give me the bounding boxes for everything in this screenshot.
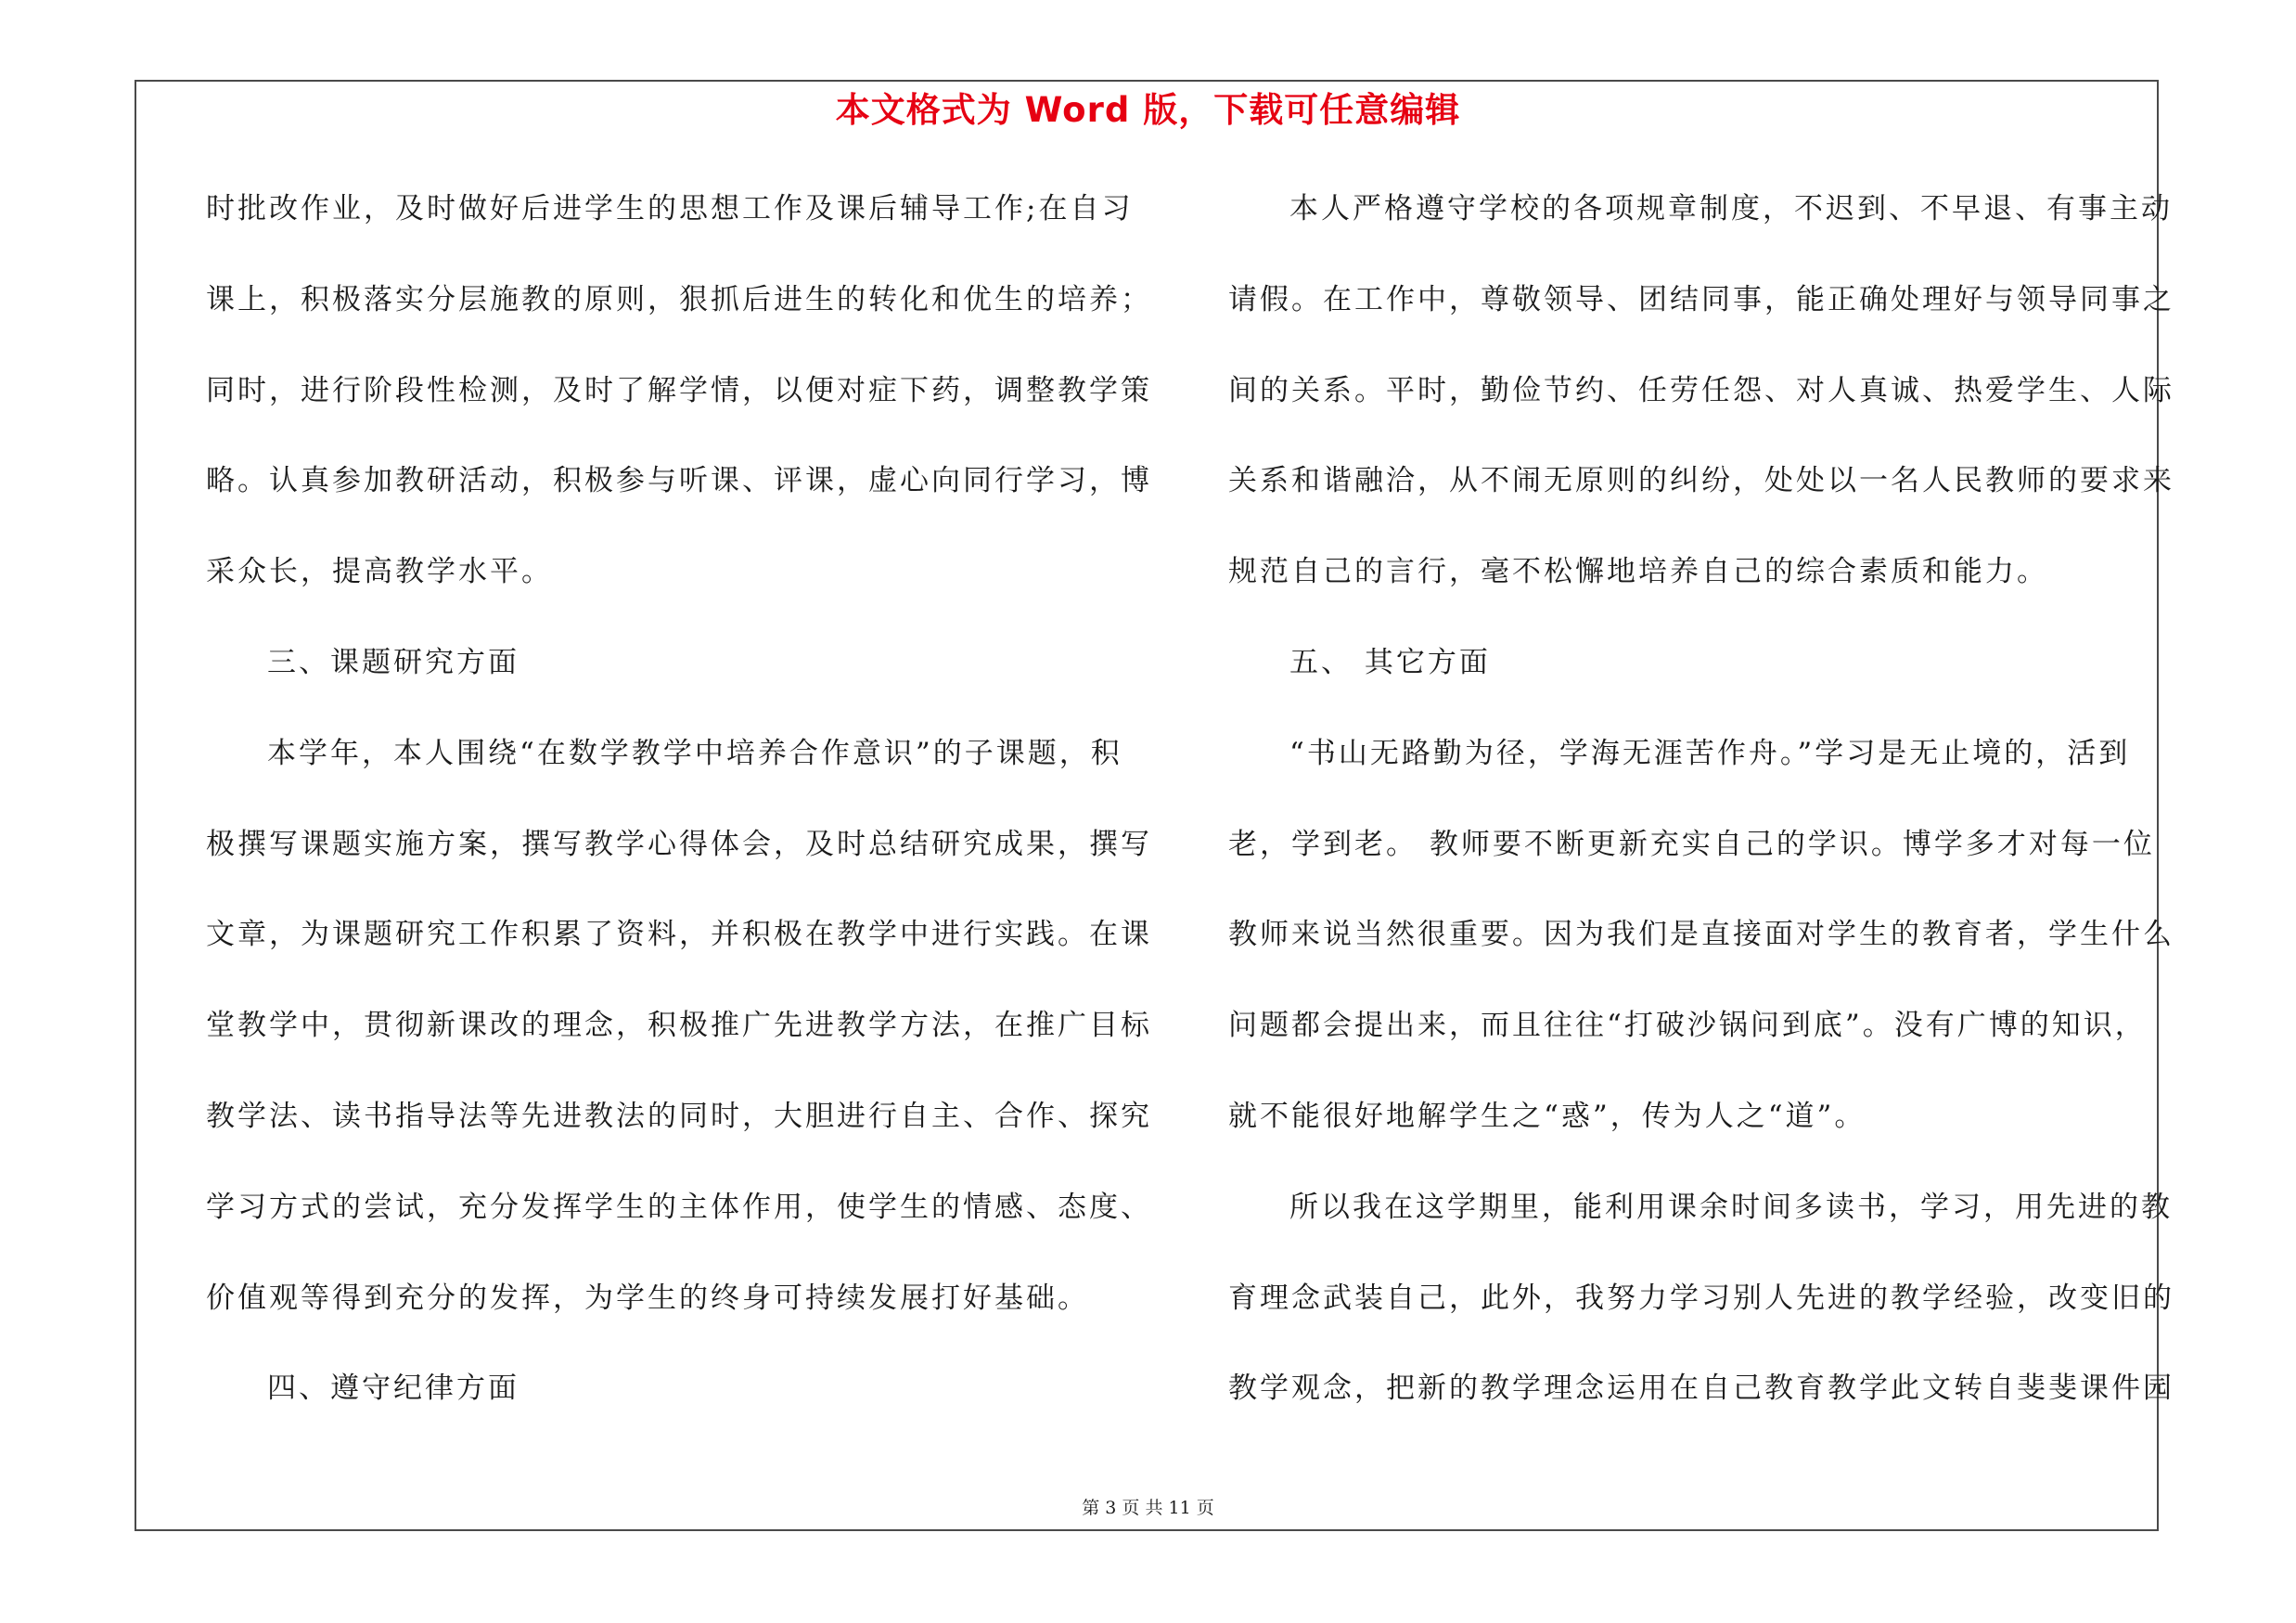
paragraph-line: 本学年，本人围绕“在数学教学中培养合作意识”的子课题，积 — [267, 736, 1122, 770]
format-banner: 本文格式为 Word 版，下载可任意编辑 — [835, 90, 1461, 130]
section-heading: 四、遵守纪律方面 — [267, 1372, 519, 1406]
paragraph-line: 堂教学中，贯彻新课改的理念，积极推广先进教学方法，在推广目标 — [206, 1009, 1152, 1043]
paragraph-line: 采众长，提高教学水平。 — [206, 555, 553, 589]
paragraph-line: 价值观等得到充分的发挥，为学生的终身可持续发展打好基础。 — [206, 1281, 1089, 1315]
paragraph-line: 育理念武装自己，此外，我努力学习别人先进的教学经验，改变旧的 — [1228, 1281, 2174, 1315]
left-column — [206, 186, 1152, 1456]
paragraph-line: 老，学到老。 教师要不断更新充实自己的学识。博学多才对每一位 — [1228, 827, 2155, 861]
paragraph-line: 请假。在工作中，尊敬领导、团结同事，能正确处理好与领导同事之 — [1228, 282, 2174, 316]
paragraph-line: 同时，进行阶段性检测，及时了解学情，以便对症下药，调整教学策 — [206, 373, 1152, 407]
paragraph-line: “书山无路勤为径，学海无涯苦作舟。”学习是无止境的，活到 — [1289, 736, 2131, 770]
paragraph-line: 教学观念，把新的教学理念运用在自己教育教学此文转自斐斐课件园 — [1228, 1372, 2174, 1406]
paragraph-line: 学习方式的尝试，充分发挥学生的主体作用，使学生的情感、态度、 — [206, 1190, 1152, 1224]
paragraph-line: 所以我在这学期里，能利用课余时间多读书，学习，用先进的教 — [1289, 1190, 2173, 1224]
paragraph-line: 教学法、读书指导法等先进教法的同时，大胆进行自主、合作、探究 — [206, 1099, 1152, 1133]
paragraph-line: 问题都会提出来，而且往往“打破沙锅问到底”。没有广博的知识， — [1228, 1009, 2147, 1043]
section-heading: 三、课题研究方面 — [267, 645, 519, 679]
paragraph-line: 规范自己的言行，毫不松懈地培养自己的综合素质和能力。 — [1228, 555, 2048, 589]
paragraph-line: 极撰写课题实施方案，撰写教学心得体会，及时总结研究成果，撰写 — [206, 827, 1152, 861]
paragraph-line: 文章，为课题研究工作积累了资料，并积极在教学中进行实践。在课 — [206, 918, 1152, 952]
paragraph-line: 略。认真参加教研活动，积极参与听课、评课，虚心向同行学习，博 — [206, 464, 1152, 498]
page-number: 第 3 页 共 11 页 — [1082, 1498, 1214, 1518]
paragraph-line: 本人严格遵守学校的各项规章制度，不迟到、不早退、有事主动 — [1289, 192, 2173, 225]
paragraph-line: 关系和谐融洽，从不闹无原则的纠纷，处处以一名人民教师的要求来 — [1228, 464, 2174, 498]
right-column — [1228, 186, 2174, 1456]
paragraph-line: 课上，积极落实分层施教的原则，狠抓后进生的转化和优生的培养； — [206, 282, 1152, 316]
paragraph-line: 时批改作业，及时做好后进学生的思想工作及课后辅导工作;在自习 — [206, 192, 1134, 225]
section-heading: 五、 其它方面 — [1289, 645, 1491, 679]
paragraph-line: 就不能很好地解学生之“惑”，传为人之“道”。 — [1228, 1099, 1866, 1133]
paragraph-line: 教师来说当然很重要。因为我们是直接面对学生的教育者，学生什么 — [1228, 918, 2174, 952]
paragraph-line: 间的关系。平时，勤俭节约、任劳任怨、对人真诚、热爱学生、人际 — [1228, 373, 2174, 407]
